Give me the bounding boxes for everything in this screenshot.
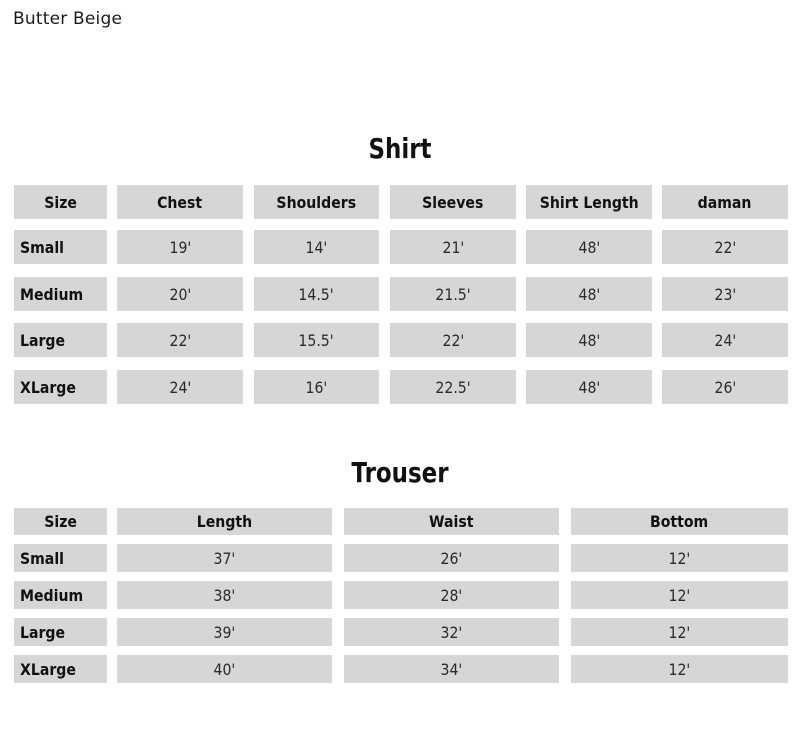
- header-label: Shirt Length: [539, 192, 639, 212]
- measurement-value: 12': [668, 622, 691, 642]
- size-name: Small: [20, 237, 64, 257]
- measurement-value: 12': [668, 585, 691, 605]
- trouser-value-cell: [344, 544, 559, 572]
- measurement-value: 48': [578, 377, 600, 397]
- measurement-value: 16': [305, 377, 328, 397]
- size-name: Large: [20, 330, 66, 350]
- trouser-value-cell: [117, 655, 332, 683]
- trouser-value-cell: [571, 581, 788, 609]
- measurement-value: 22.5': [435, 377, 471, 397]
- trouser-value-cell: [117, 544, 332, 572]
- size-name: Medium: [20, 585, 84, 605]
- measurement-value: 23': [714, 284, 736, 304]
- trouser-value-cell: [571, 618, 788, 646]
- size-name: Large: [20, 622, 66, 642]
- header-label: Bottom: [650, 512, 709, 531]
- measurement-value: 48': [578, 237, 600, 257]
- measurement-value: 12': [668, 548, 691, 568]
- measurement-value: 20': [169, 284, 191, 304]
- measurement-value: 14.5': [298, 284, 335, 304]
- size-name: XLarge: [20, 659, 76, 679]
- measurement-value: 34': [440, 659, 463, 679]
- size-name: Medium: [20, 284, 84, 304]
- trouser-header-cell: [571, 508, 788, 535]
- measurement-value: 38': [213, 585, 236, 605]
- trouser-value-cell: [344, 581, 559, 609]
- measurement-value: 21': [442, 237, 464, 257]
- trouser-size-label: [14, 618, 107, 646]
- size-name: Small: [20, 548, 64, 568]
- brand-name: Butter Beige: [13, 9, 123, 29]
- header-label: daman: [698, 192, 752, 212]
- trouser-value-cell: [571, 655, 788, 683]
- measurement-value: 26': [440, 548, 463, 568]
- header-label: Size: [44, 512, 77, 531]
- header-label: Length: [196, 512, 253, 531]
- trouser-header-cell: [117, 508, 332, 535]
- measurement-value: 21.5': [435, 284, 471, 304]
- trouser-size-label: [14, 544, 107, 572]
- header-label: Shoulders: [276, 192, 357, 212]
- measurement-value: 26': [714, 377, 736, 397]
- header-label: Size: [44, 192, 77, 212]
- header-label: Sleeves: [422, 192, 484, 212]
- measurement-value: 48': [578, 284, 600, 304]
- header-label: Waist: [429, 512, 474, 531]
- trouser-header-cell: [14, 508, 107, 535]
- measurement-value: 37': [213, 548, 236, 568]
- header-label: Chest: [157, 192, 203, 212]
- trouser-header-cell: [344, 508, 559, 535]
- trouser-table-title: Trouser: [351, 456, 449, 489]
- measurement-value: 24': [169, 377, 191, 397]
- trouser-size-label: [14, 655, 107, 683]
- measurement-value: 19': [169, 237, 191, 257]
- shirt-table-title: Shirt: [368, 132, 432, 165]
- measurement-value: 22': [169, 330, 191, 350]
- measurement-value: 14': [305, 237, 328, 257]
- measurement-value: 28': [440, 585, 463, 605]
- size-name: XLarge: [20, 377, 76, 397]
- trouser-value-cell: [571, 544, 788, 572]
- measurement-value: 48': [578, 330, 600, 350]
- measurement-value: 39': [213, 622, 236, 642]
- trouser-size-label: [14, 581, 107, 609]
- measurement-value: 22': [442, 330, 464, 350]
- measurement-value: 24': [714, 330, 736, 350]
- trouser-value-cell: [344, 655, 559, 683]
- trouser-value-cell: [117, 618, 332, 646]
- trouser-value-cell: [344, 618, 559, 646]
- trouser-value-cell: [117, 581, 332, 609]
- measurement-value: 32': [440, 622, 463, 642]
- measurement-value: 15.5': [298, 330, 335, 350]
- measurement-value: 22': [714, 237, 736, 257]
- measurement-value: 40': [213, 659, 236, 679]
- measurement-value: 12': [668, 659, 691, 679]
